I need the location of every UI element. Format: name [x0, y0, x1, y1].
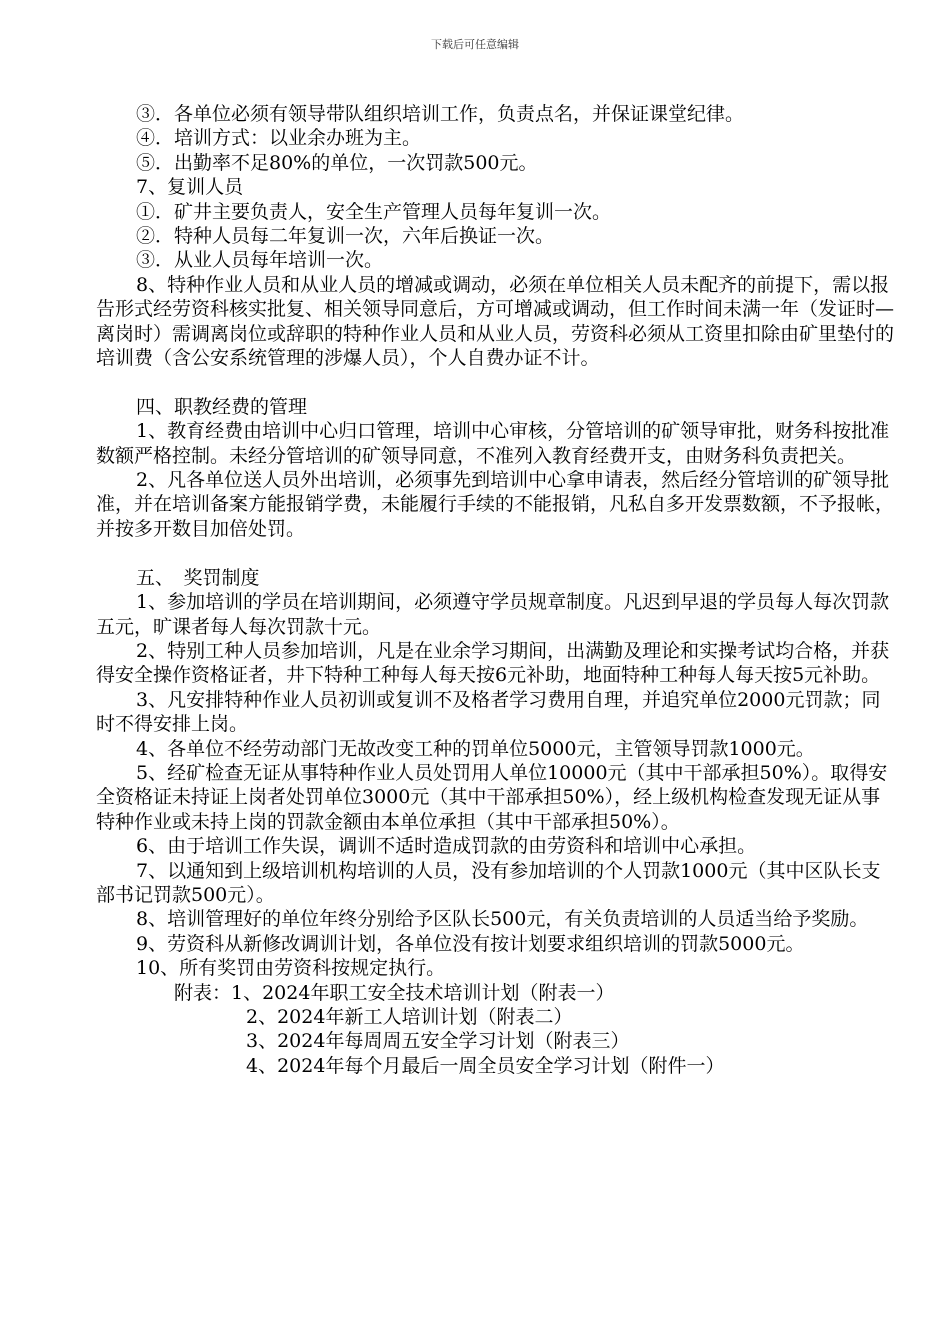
retraining-1: ①．矿井主要负责人，安全生产管理人员每年复训一次。	[136, 200, 612, 223]
page-header: 下载后可任意编辑	[431, 38, 519, 51]
section-5-item-4: 4、各单位不经劳动部门无故改变工种的罚单位5000元，主管领导罚款1000元。	[136, 737, 815, 760]
attachment-4: 4、2024年每个月最后一周全员安全学习计划（附件一）	[246, 1054, 725, 1077]
section-5-item-1: 1、参加培训的学员在培训期间，必须遵守学员规章制度。凡迟到早退的学员每人每次罚款五元，旷课者每人每次罚款十元。	[96, 591, 890, 638]
attachment-1: 附表：1、2024年职工安全技术培训计划（附表一）	[174, 981, 615, 1004]
section-5-title: 五、 奖罚制度	[136, 566, 260, 589]
section-5-item-8: 8、培训管理好的单位年终分别给予区队长500元，有关负责培训的人员适当给予奖励。	[136, 908, 869, 931]
section-4-item-1: 1、教育经费由培训中心归口管理，培训中心审核，分管培训的矿领导审批，财务科按批准数额严格控制。未经分管培训的矿领导同意，不准列入教育经费开支，由财务科负责把关。	[96, 420, 890, 467]
section-4-item-2: 2、凡各单位送人员外出培训，必须事先到培训中心拿申请表，然后经分管培训的矿领导批准，并在培训备案方能报销学费，未能履行手续的不能报销，凡私自多开发票数额，不予报帐，并按多开数目加倍处罚。	[96, 469, 895, 540]
section-5-item-9: 9、劳资科从新修改调训计划，各单位没有按计划要求组织培训的罚款5000元。	[136, 932, 805, 955]
rule-3-4: ④．培训方式：以业余办班为主。	[136, 127, 422, 150]
section-4-title: 四、职教经费的管理	[136, 395, 308, 418]
attachment-3: 3、2024年每周周五安全学习计划（附表三）	[246, 1030, 630, 1053]
personnel-change-rule: 8、特种作业人员和从业人员的增减或调动，必须在单位相关人员未配齐的前提下，需以报告形式经劳资科核实批复、相关领导同意后，方可增减或调动，但工作时间未满一年（发证时—离岗时）需调离岗位或辞职的特种作业人员和从业人员，劳资科必须从工资里扣除由矿里垫付的培训费（含公安系统管理的涉爆人员），个人自费办证不计。	[96, 273, 895, 370]
section-5-item-2: 2、特别工种人员参加培训，凡是在业余学习期间，出满勤及理论和实操考试均合格，并获得安全操作资格证者，井下特种工种每人每天按6元补助，地面特种工种每人每天按5元补助。	[96, 639, 890, 687]
section-5-item-10: 10、所有奖罚由劳资科按规定执行。	[136, 957, 446, 980]
attachment-2: 2、2024年新工人培训计划（附表二）	[246, 1006, 573, 1028]
rule-3-3: ③．各单位必须有领导带队组织培训工作，负责点名，并保证课堂纪律。	[136, 103, 745, 125]
section-5-item-5: 5、经矿检查无证从事特种作业人员处罚用人单位10000元（其中干部承担50%）。取得安全资格证未持证上岗者处罚单位3000元（其中干部承担50%），经上级机构检查发现无证从事特种作业或未持上岗的罚款金额由本单位承担（其中干部承担50%）。	[96, 761, 888, 833]
document-body	[96, 102, 896, 1078]
section-5-item-6: 6、由于培训工作失误，调训不适时造成罚款的由劳资科和培训中心承担。	[136, 835, 757, 858]
section-5-item-7: 7、以通知到上级培训机构培训的人员，没有参加培训的个人罚款1000元（其中区队长支部书记罚款500元）。	[96, 859, 881, 906]
retraining-3: ③．从业人员每年培训一次。	[136, 249, 384, 272]
section-5-item-3: 3、凡安排特种作业人员初训或复训不及格者学习费用自理，并追究单位2000元罚款；同时不得安排上岗。	[96, 688, 881, 736]
retraining-2: ②．特种人员每二年复训一次，六年后换证一次。	[136, 225, 555, 248]
retraining-heading: 7、复训人员	[136, 176, 244, 199]
rule-3-5: ⑤．出勤率不足80%的单位，一次罚款500元。	[136, 151, 538, 174]
